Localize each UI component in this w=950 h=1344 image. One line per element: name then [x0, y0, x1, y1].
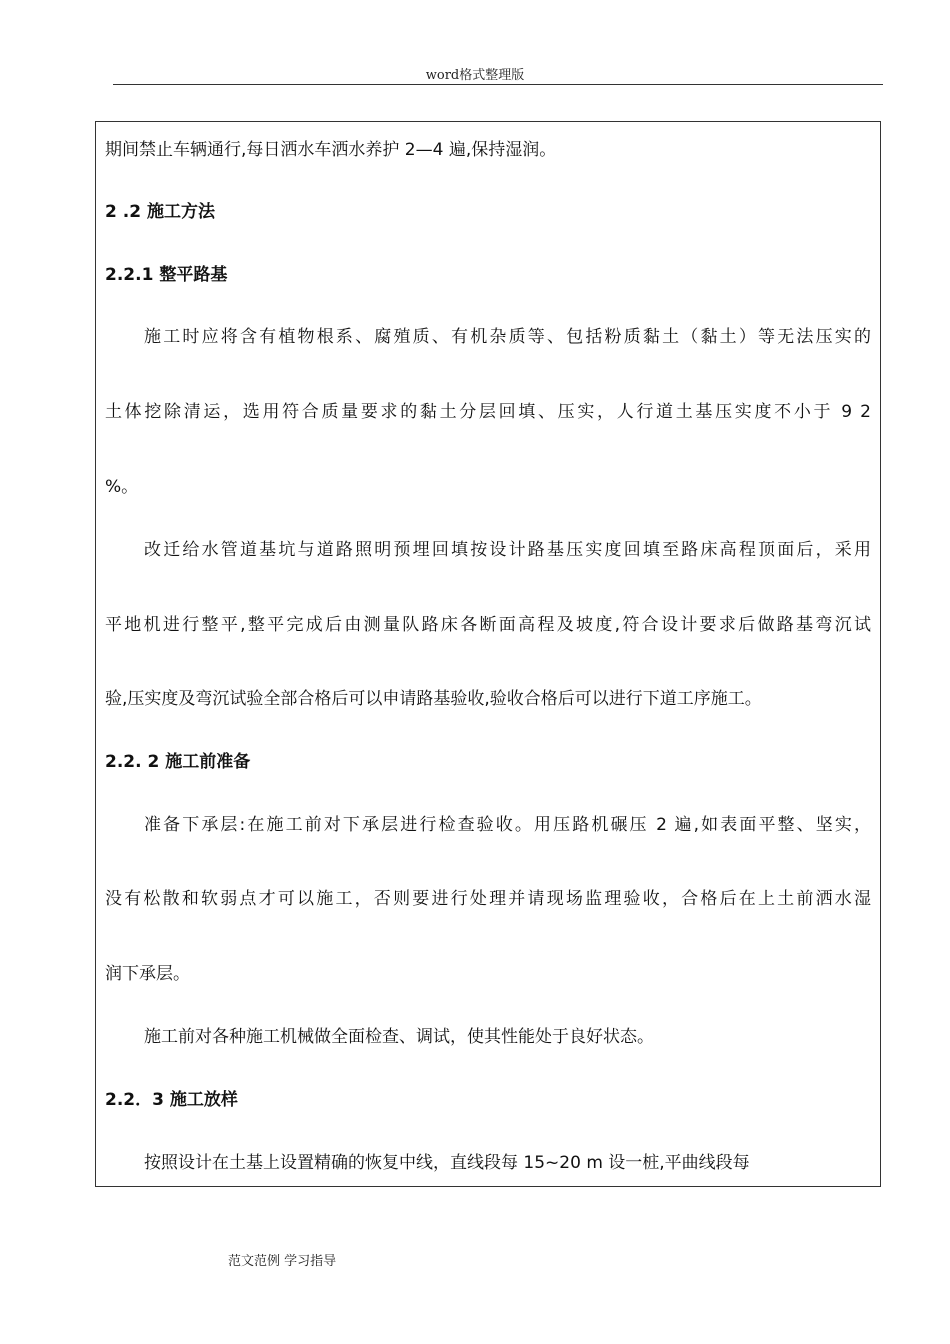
header-rule: [113, 84, 883, 85]
section-heading-2-2: 2 .2 施工方法: [105, 202, 215, 222]
page-footer: 范文范例 学习指导: [228, 1254, 337, 1269]
section-heading-2-2-1: 2.2.1 整平路基: [105, 265, 228, 285]
paragraph-line: 润下承层。: [105, 964, 190, 984]
paragraph-line: 改迁给水管道基坑与道路照明预埋回填按设计路基压实度回填至路床高程顶面后，采用: [144, 540, 871, 560]
paragraph-line: 没有松散和软弱点才可以施工，否则要进行处理并请现场监理验收，合格后在上土前洒水湿: [105, 889, 871, 909]
paragraph-line: 施工时应将含有植物根系、腐殖质、有机杂质等、包括粉质黏土（黏土）等无法压实的: [144, 327, 871, 347]
section-heading-2-2-3: 2.2．3 施工放样: [105, 1090, 238, 1110]
paragraph-line: 验,压实度及弯沉试验全部合格后可以申请路基验收,验收合格后可以进行下道工序施工。: [105, 689, 762, 709]
paragraph-line: %。: [105, 477, 139, 497]
paragraph-line: 准备下承层:在施工前对下承层进行检查验收。用压路机碾压 2 遍,如表面平整、坚实，: [144, 815, 871, 835]
page-header: word格式整理版: [425, 68, 525, 83]
paragraph-line: 期间禁止车辆通行,每日洒水车洒水养护 2—4 遍,保持湿润。: [105, 140, 557, 160]
paragraph-line: 施工前对各种施工机械做全面检查、调试，使其性能处于良好状态。: [144, 1027, 654, 1047]
paragraph-line: 按照设计在土基上设置精确的恢复中线，直线段每 15~20 m 设一桩,平曲线段每: [144, 1153, 750, 1173]
paragraph-line: 平地机进行整平,整平完成后由测量队路床各断面高程及坡度,符合设计要求后做路基弯沉试: [105, 615, 871, 635]
paragraph-line: 土体挖除清运，选用符合质量要求的黏土分层回填、压实，人行道土基压实度不小于 9 2: [105, 402, 871, 422]
section-heading-2-2-2: 2.2. 2 施工前准备: [105, 752, 251, 772]
